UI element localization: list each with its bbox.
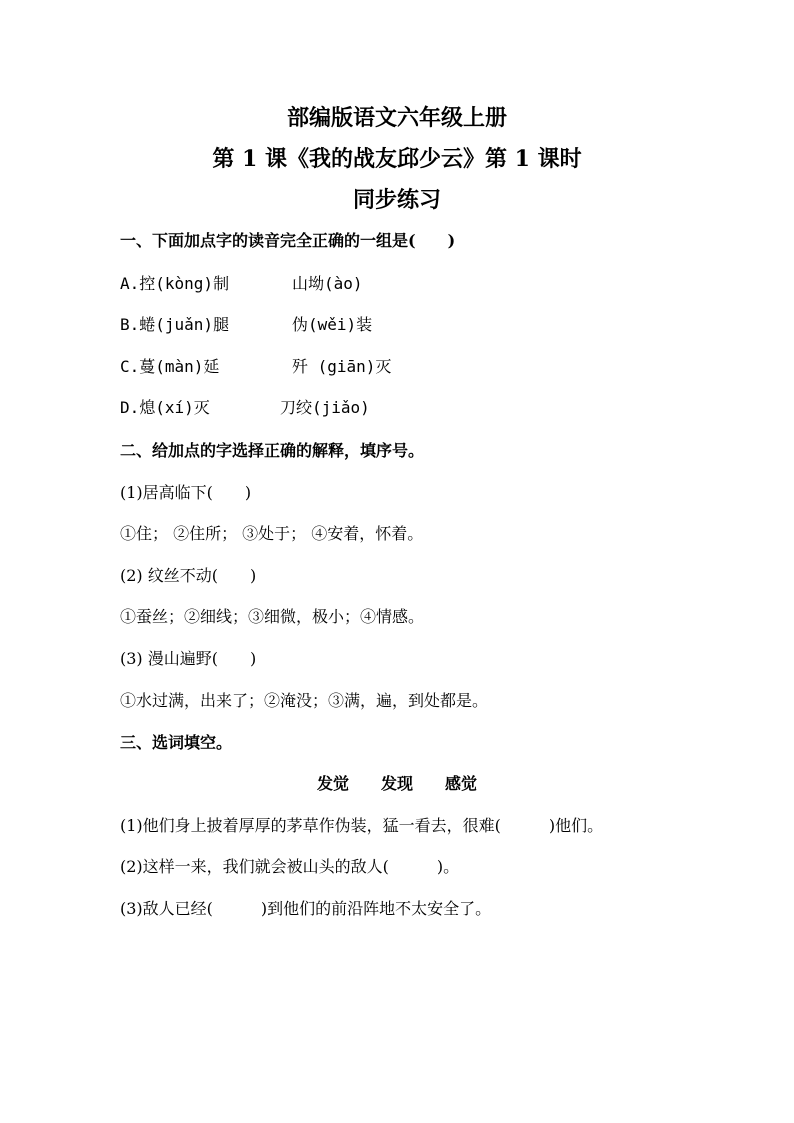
word-bank-item: 发觉 bbox=[316, 774, 349, 793]
option-a bbox=[120, 272, 363, 296]
option-a-word1: A.控(kòng)制 bbox=[120, 274, 230, 293]
option-a-word2: 山坳(ào) bbox=[292, 274, 363, 293]
section2-question-3: (3) 漫山遍野( ) bbox=[120, 649, 257, 668]
option-d-word1: D.熄(xí)灭 bbox=[120, 398, 210, 417]
section2-question-2: (2) 纹丝不动( ) bbox=[120, 566, 257, 585]
word-bank bbox=[0, 772, 794, 796]
section2-choices-1: ①住； ②住所； ③处于； ④安着，怀着。 bbox=[120, 524, 424, 543]
section3-question-1: (1)他们身上披着厚厚的茅草作伪装，猛一看去，很难( )他们。 bbox=[120, 816, 604, 835]
option-c-word2: 歼 (giān)灭 bbox=[292, 357, 392, 376]
section3-heading: 三、选词填空。 bbox=[120, 733, 233, 752]
option-c-word1: C.蔓(màn)延 bbox=[120, 357, 220, 376]
lesson-title: 第 1 课《我的战友邱少云》第 1 课时 bbox=[212, 146, 582, 172]
option-c bbox=[120, 355, 391, 379]
section2-heading: 二、给加点的字选择正确的解释，填序号。 bbox=[120, 441, 425, 460]
section2-question-1: (1)居高临下( ) bbox=[120, 483, 252, 502]
document-title: 部编版语文六年级上册 bbox=[286, 105, 507, 131]
option-b bbox=[120, 313, 372, 337]
option-b-word2: 伪(wěi)装 bbox=[292, 315, 373, 334]
section2-choices-3: ①水过满，出来了；②淹没；③满，遍，到处都是。 bbox=[120, 691, 489, 710]
section3-question-3: (3)敌人已经( )到他们的前沿阵地不太安全了。 bbox=[120, 899, 492, 918]
subtitle: 同步练习 bbox=[352, 187, 441, 213]
option-d-word2: 刀绞(jiǎo) bbox=[280, 398, 370, 417]
option-b-word1: B.蜷(juǎn)腿 bbox=[120, 315, 230, 334]
section2-choices-2: ①蚕丝；②细线；③细微，极小；④情感。 bbox=[120, 607, 425, 626]
word-bank-item: 发现 bbox=[380, 774, 413, 793]
section1-heading: 一、下面加点字的读音完全正确的一组是( ) bbox=[120, 231, 456, 250]
section3-question-2: (2)这样一来，我们就会被山头的敌人( )。 bbox=[120, 857, 460, 876]
word-bank-item: 感觉 bbox=[445, 774, 478, 793]
option-d bbox=[120, 396, 370, 420]
